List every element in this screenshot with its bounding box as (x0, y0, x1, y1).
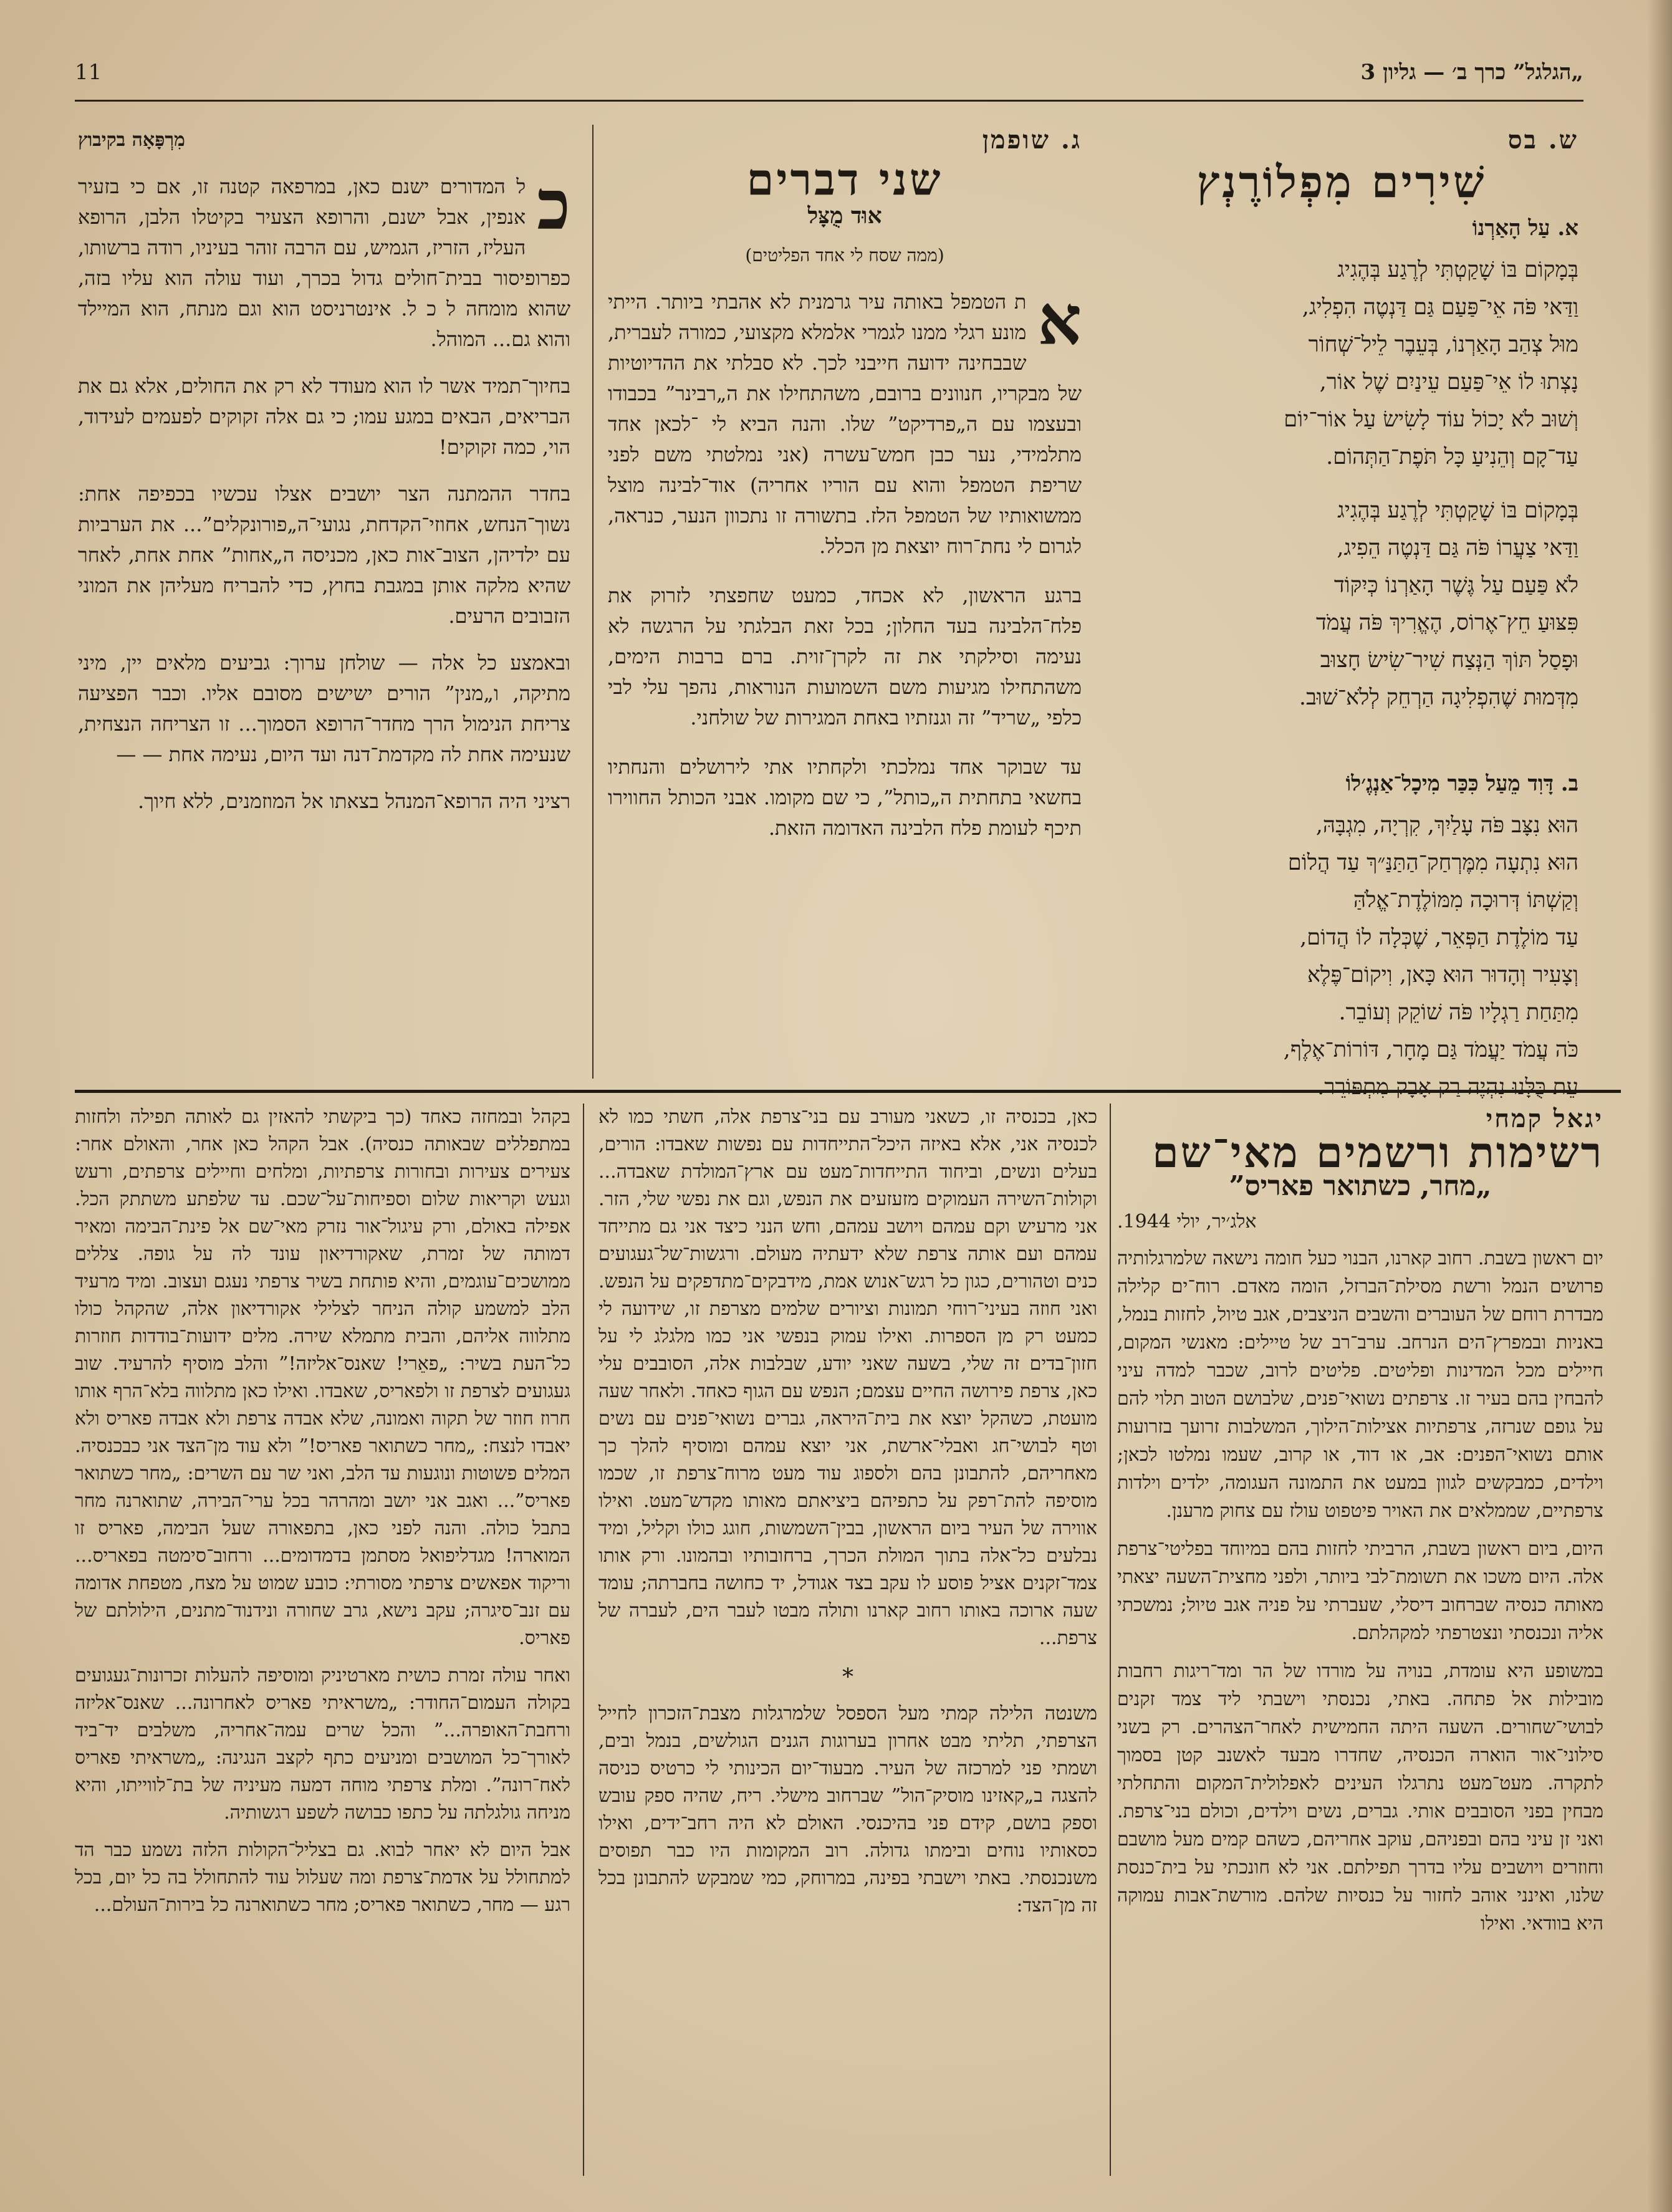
column-divider (592, 125, 593, 1079)
paris-paragraph: כאן, בכנסיה זו, כשאני מעורב עם בני־צרפת אלה, חשתי כמו לא לכנסיה אני, אלא באיזה היכל־התייחדות עם נפשות שאבדו: הורים, בעלים ונשים, וביחוד התייחדות־מעט עם ארץ־המולדת שאבדה... וקולות־השירה העמוקים מזעזעים את הנפש, וגם את נפשי שלי, הזר. אני מרעיש וקם עמהם ויושב עמהם, וחש הנני כיצד אני גם מתייחד עמהם ועם אותה צרפת שלא ידעתיה מעולם. ורגשות־של־געגועים כנים וטהורים, כגון כל רגש־אנוש אמת, מידבקים־מתדפקים על הנפש. ואני חוזה בעיני־רוחי תמונות וציורים שלמים מצרפת זו, שידועה לי כמעט רק מן הספרות. ואילו עמוק בנפשי אני כמו מלגלג לי על חזון־בדים זה שלי, בשעה שאני יודע, שבלבות אלה, הסובבים עלי כאן, צרפת פירושה החיים עצמם; הנפש עם הגוף כאחד. ולאחר שעה מועטת, כשהקל יוצא את בית־היראה, גברים נשואי־פנים עם נשים וטף לבושי־חג ואבלי־ארשת, אני יוצא עמהם ומוסיף להלך כך מאחריהם, להתבונן בהם ולספוג עוד מעט מרוח־צרפת זו, שכמו מוסיפה להת־רפק על כתפיהם ביציאתם מאותו מקדש־מעט. ואילו אווירה של העיר ביום הראשון, בבין־השמשות, חוגג כולו וקליל, ומיד נבלעים כל־אלה בתוך המולת הכרך, ברחובותיו ובהמונו. ורק אותו צמד־זקנים אציל פוסע לו עקב בצד אגודל, יד כחושה בחברתה; עומד שעה ארוכה באותו רחוב קארנו ותולה מבטו לעבר הים, לעברה של צרפת... (598, 1106, 1098, 1649)
page-spine-shadow (1647, 0, 1672, 2212)
poem-line: וַדַּאי פֹּה אֵי־פַּעַם גַּם דַּנְטֶה הִפְלִיג, (1302, 295, 1578, 320)
poem-line: וַדַּאי צַעֲרוֹ פֹּה גַּם דַּנְטֶה הֵפִיג, (1337, 536, 1578, 560)
dropcap: כ (537, 165, 570, 245)
poem-line: בְּמָקוֹם בּוֹ שָׁקַטְתִּי לְרֶגַע בְּהֶגִיג (1337, 498, 1578, 523)
header-rule (75, 100, 1583, 102)
poem-a-stanza-2 (1105, 492, 1578, 716)
two-things-author: ג. שופמן (982, 125, 1082, 155)
poem-line: מִדְּמוּת שֶׁהִפְלִיגָה הַרְחֵק לְלֹא־שׁוּב. (1299, 685, 1578, 710)
section-rule (75, 1090, 1621, 1093)
poem-line: מוּל צְהַב הָאַרְנוֹ, בְּעֵבֶר לֵיל־שְׁחוֹר (1308, 332, 1578, 357)
two-things-title: שני דברים (746, 153, 943, 205)
paris-left-column (75, 1104, 570, 1929)
paris-middle-column (598, 1104, 1097, 1930)
poem-b-label: ב. דָּוִד מֵעַל כִּכַּר מִיכָל־אַנְגֶ׳לוֹ (1345, 771, 1578, 796)
dropcap: א (1037, 280, 1082, 360)
paris-title: רשימות ורשמים מאי־שם (1152, 1128, 1603, 1178)
column-divider (583, 1104, 584, 2176)
column-divider (1110, 1104, 1111, 2176)
poem-line: וְקַשְׁתּוֹ דְּרוּכָה מִמּוֹלֶדֶת־אֱלֹהַּ (1353, 888, 1578, 913)
poem-line: נָצְתוּ לוֹ אֵי־פַּעַם עֵינַיִם שֶׁל אוֹר, (1319, 370, 1578, 395)
poem-line: עַד־קָם וְהֵנִיעַ כָּל תֹּפֶת־הַתְּהוֹם. (1326, 445, 1578, 469)
poem-a-stanza-1 (1105, 251, 1578, 476)
poem-line: וְשׁוּב לֹא יָכוֹל עוֹד לָשִׂישׂ עַל אוֹר־יוֹם (1284, 407, 1578, 432)
clinic-paragraph: רציני היה הרופא־המנהל בצאתו אל המוזמנים, ללא חיוך. (138, 789, 570, 813)
clinic-paragraph: בחיוך־תמיד אשר לו הוא מעודד לא רק את החולים, אלא גם את הבריאים, הבאים במגע עמו; כי גם אלה זקוקים לפעמים לעידוד, הוי, כמה זקוקים! (78, 374, 571, 459)
journal-title: „הגלגל” כרך ב׳ — גליון 3 (1360, 60, 1583, 85)
poem-line: הוּא נִתְעָה מִמֶּרְחַק־הַתַּנַּ״ךְ עַד הֲלוֹם (1287, 850, 1578, 875)
paris-paragraph: יום ראשון בשבת. רחוב קארנו, הבנוי כעל חומה נישאה שלמרגלותיה פרושים הנמל ורשת מסילת־הברזל, הומה מאדם. רוח־ים קלילה מבדרת רוחם של העוברים והשבים הניצבים, אגב טיול, לחזות בנמל, באניות ובמפרץ־הים הנרחב. ערב־רב של טיילים: מאנשי המקום, חיילים מכל המדינות ופליטים. פליטים לרוב, שכבר למדה עיני להבחין בהם בעיר זו. צרפתים נשואי־פנים, שלבושם הטוב תלוי להם על גופם שנרזה, צרפתיות אצילות־הילוך, המשלבות זרועך בזרועות אותם נשואי־הפנים: אב, או דוד, או קרוב, שעמו נמלטו לכאן; וילדים, כמבקשים לגוון במעט את התמונה העגומה, ילדים וילדות צרפתיים, שממלאים את האויר פיטפוט עולז עם צחוק מרענן. (1117, 1248, 1603, 1522)
paris-dateline: אלג׳יר, יולי 1944. (1117, 1211, 1257, 1233)
clinic-paragraph: בחדר ההמתנה הצר יושבים אצלו עכשיו בכפיפה אחת: נשוך־הנחש, אחוזי־הקדחת, נגועי־ה„פורונקלים”... את הערביות עם ילדיהן, הצוב־אות כאן, מכניסה ה„אחות” אחת אחת, לאחר שהיא מלקה אותן במגבת בחוץ, כדי להבריח מעליהן את המוני הזבובים הרעים. (78, 482, 570, 628)
poems-title: שִׁירִים מִפְלוֹרֶנְץ (1196, 156, 1487, 208)
paragraph-text: ת הטמפל באותה עיר גרמנית לא אהבתי ביותר. הייתי מונע רגלי ממנו לגמרי אלמלא מקצועי, כמורה לעברית, שבבחינה ידועה חייבני לכך. לא סבלתי את ההדיוטיות של מבקריו, חנוונים ברובם, משהתחילו את ה„רבינר” בכבודו ובעצמו עם ה„פרדיקט” שלו. והנה הביא לי ־לכאן אחד מתלמידי, נער כבן חמש־עשרה (אני נמלטתי משם לפני שריפת הטמפל והוא עם הוריו אחריה) אוד־לבינה מוצל ממשואותיו של הטמפל הלז. בתשורה זו נתכוון הנער, כנראה, לגרום לי נחת־רוח יוצאת מן הכלל. (608, 290, 1082, 558)
section-star: * (842, 1665, 853, 1690)
two-things-column (608, 125, 1082, 854)
two-things-note: (ממה שסח לי אחד הפליטים) (745, 245, 944, 266)
paris-author: יגאל קמחי (1486, 1104, 1603, 1133)
two-things-paragraph: ברגע הראשון, לא אכחד, כמעט שחפצתי לזרוק את פלח־הלבינה בעד החלון; בכל זאת הבלגתי על הרגשה לא נעימה וסילקתי את זה לקרן־זוית. ברם ברבות הימים, משהתחילו מגיעות משם השמועות הנוראות, נהפך עלי לבי כלפי „שריד” זה וגנזתיו באחת המגירות של שולחני. (608, 584, 1082, 729)
paris-paragraph: במשופע היא עומדת, בנויה על מורדו של הר ומד־ריגות רחבות מובילות אל פתחה. באתי, נכנסתי וישבתי ליד צמד זקנים לבושי־שחורים. השעה היתה החמישית לאחר־הצהרים. רק בשני סילוני־אור הוארה הכנסיה, שחדרו מבעד לאשנב קטן בסמוך לתקרה. מעט־מעט נתרגלו העינים לאפלולית־המקום והתחלתי מבחין בפני הסובבים אותי. גברים, נשים וילדים, וכולם בני־צרפת. ואני זן עיני בהם ובפניהם, עוקב אחריהם, כשהם קמים מעל מושבם וחוזרים ויושבים עליו בדרך תפילתם. אני לא חונכתי על בית־כנסת שלנו, ואינני אוהב לחזור על כנסיות שלהם. מורשת־אבות עמוקה היא בוודאי. ואילו (1117, 1660, 1603, 1935)
clinic-paragraph: ובאמצע כל אלה — שולחן ערוך: גביעים מלאים יין, מיני מתיקה, ו„מנין” הורים ישישים מסובם אליו. וכבר הפציעה צריחת הנימול הרך מחדר־הרופא הסמוך... זו הצריחה הנצחית, שנעימה אחת לה מקדמת־דנה ועד היום, נעימה אחת — — (78, 651, 570, 766)
paris-paragraph: אבל היום לא יאחר לבוא. גם בצליל־הקולות הלזה נשמע כבר הד למתחולל על אדמת־צרפת ומה שעלול עוד להתחולל בה כל יום, בכל רגע — מחר, כשתואר פאריס; מחר כשתוארנה כל בירות־העולם... (75, 1839, 570, 1916)
paris-kicker: „מחר, כשתואר פאריס” (1229, 1170, 1492, 1202)
poem-line: פִּצּוּעַ חֵץ־אֶרוֹס, הֶאֱרִיךְ פֹּה עֲמֹד (1315, 610, 1578, 635)
poems-column (1105, 125, 1578, 1106)
paragraph-text: ל המדורים ישנם כאן, במרפאה קטנה זו, אם כי בזעיר אנפין, אבל ישנם, והרופא הצעיר בקיטלו הלבן, הרופא העליז, הזריז, הגמיש, עם הרבה זוהר בעיניו, רודה ברשותו, כפרופיסור בבית־חולים גדול בכרך, ועוד עולה הוא עליו בזה, שהוא מומחה ל כ ל. אינטרניסט הוא וגם מנתח, הוא המיילד והוא גם... המוהל. (78, 175, 571, 351)
poem-line: עַד מוֹלֶדֶת הַפְּאֵר, שֶׁכְּלָה לוֹ הֲדוֹם, (1300, 925, 1578, 950)
clinic-title: מִרְפָּאָה בקיבוץ (78, 129, 185, 151)
page-number: 11 (75, 60, 102, 85)
poem-line: לֹא פַּעַם עַל גֶּשֶׁר הָאַרְנוֹ כְּיִקּוֹד (1333, 573, 1578, 598)
paris-paragraph: היום, ביום ראשון בשבת, הרביתי לחזות בהם במיוחד בפליטי־צרפת אלה. היום משכו את תשומת־לבי ביותר, ולפני מחצית־השעה יצאתי מאותה כנסיה שברחוב דיסלי, שעברתי על פניה אגב טיול; נמשכתי אליה ונכנסתי ונצטרפתי למקהלתם. (1117, 1538, 1603, 1644)
poem-line: וּפָסַל תּוֹךְ הַנְּצַח שִׁיר־שִׂישׂ חָצוּב (1320, 648, 1578, 673)
poem-line: בְּמָקוֹם בּוֹ שָׁקַטְתִּי לְרֶגַע בְּהֶגִיג (1337, 257, 1578, 282)
paris-right-column (1117, 1104, 1603, 1948)
paris-paragraph: ואחר עולה זמרת כושית מארטיניק ומוסיפה להעלות זכרונות־געגועים בקולה העמום־החודר: „משראיתי פאריס לאחרונה... שאנס־אליזה ורחבת־האופרה...” והכל שרים עמה־אחריה, משלבים יד־ביד לאורך־כל המושבים ומניעים כתף לקצב הנגינה: „משראיתי פאריס לאח־רונה”. ומלת צרפתי מוחה דמעה מעיניה של בת־לווייתו, והיא מניחה גולגלתה על כתפו כבושה לשפע רגשותיה. (75, 1665, 570, 1824)
poem-line: עֵת כֻּלָּנוּ נִהְיֶה רַק אָבָק מִתְפּוֹרֵר. (1317, 1075, 1578, 1100)
two-things-paragraph: עד שבוקר אחד נמלכתי ולקחתיו אתי לירושלים והנחתיו בחשאי בתחתית ה„כותל”, כי שם מקומו. אבני הכותל החווירו תיכף לעומת פלח הלבינה האדומה הזאת. (608, 755, 1082, 840)
poems-author: ש. בס (1507, 125, 1578, 155)
page-header (75, 60, 1583, 97)
poem-line: וְצָעִיר וְהָדוּר הוּא כָּאן, וִיקוֹם־פֶּלֶא (1307, 963, 1578, 988)
clinic-paragraph (78, 165, 571, 355)
poem-line: מִתַּחַת רַגְלָיו פֹּה שׁוֹקֵק וְעוֹבֵר. (1338, 1000, 1578, 1025)
clinic-column (78, 125, 570, 827)
poem-line: הוּא נִצָּב פֹּה עָלַיִךְ, קִרְיָה, מִגְבָּהּ, (1315, 813, 1578, 838)
poem-b-stanza (1105, 807, 1578, 1106)
two-things-paragraph (608, 280, 1082, 562)
paris-paragraph: בקהל ובמחזה כאחד (כך ביקשתי להאזין גם לאותה תפילה ולחזות במתפללים שבאותה כנסיה). אבל הקהל כאן אחר, והאולם אחר: צעירים צעירות ובחורות צרפתיות, ומלחים וחיילים צרפתים, ורעש וגעש וקריאות שלום וספיחות־על־שכם. עד שלפתע משתתק הכל. אפילה באולם, ורק עיגול־אור נזרק מאי־שם אל פינת־הבימה ומאיר דמותה של זמרת, שאקורדיאון עונד לה על גופה. צללים ממושכים־עוגמים, והיא פותחת בשיר צרפתי נעגם ועצוב. ומיד מרעיד הלב למשמע קולה הניחר לצלילי אקורדיאון אלה, שהקהל כולו מתלווה אליהם, והבית מתמלא שירה. מלים ידועות־בודדות חוזרות כל־העת בשיר: „פאֵרי! שאנס־אליזה!” והלב מוסיף להרעיד. שוב געגועים לצרפת זו ולפאריס, שאבדו. ואילו כאן מתלווה בלא־הרף אותו חרוז חוזר של תקוה ואמונה, שלא אבדה צרפת ולא אבדה פאריס ולא יאבדו לנצח: „מחר כשתואר פאריס!” ולא עוד מן־הצד אני כבכנסיה. המלים פשוטות ונוגעות עד הלב, ואני שר עם השרים: „מחר כשתואר פאריס”... ואגב אני יושב ומהרהר בכל ערי־הבירה, שתוארנה מחר בתבל כולה. והנה לפני כאן, בתפאורה שעל הבימה, פאריס זו המוארה! מגדליפואל מסתמן בדמדומים... ורחוב־סימטה בפאריס... וריקוד אפאשים צרפתי מסורתי: כובע שמוט על מצח, מטפחת אדומה עם זנב־סיגרה; עקב נישא, גרב שחורה ונידנוד־מתנים, הילולתם של פאריס. (75, 1106, 571, 1649)
poem-a-label: א. עַל הָאַרְנוֹ (1472, 216, 1578, 241)
two-things-subtitle: אוּד מֻצָּל (807, 203, 882, 229)
paris-paragraph: משנטה הלילה קמתי מעל הספסל שלמרגלות מצבת־הזכרון לחייל הצרפתי, תליתי מבט אחרון בערוגות הגנים הגולשים, בנמל ובים, ושמתי פני למרכזה של העיר. מבעוד־יום הכינותי לי כרטיס כניסה להצגה ב„קאזינו מוסיק־הול” שברחוב מישלי. ריח, שהיה ספק עובש וספק בושם, קידם פני בהיכנסי. האולם לא היה רחב־ידים, ואילו כסאותיו נוחים ובימתו גדולה. רוב המקומות היו כבר תפוסים משנכנסתי. באתי וישבתי בפינה, במרוחק, כמי שמבקש להתבונן בכל זה מן־הצד: (598, 1703, 1097, 1916)
poem-line: כֹּה עֲמֹד יַעֲמֹד גַּם מָחָר, דּוֹרוֹת־אֶלֶף, (1283, 1037, 1578, 1062)
